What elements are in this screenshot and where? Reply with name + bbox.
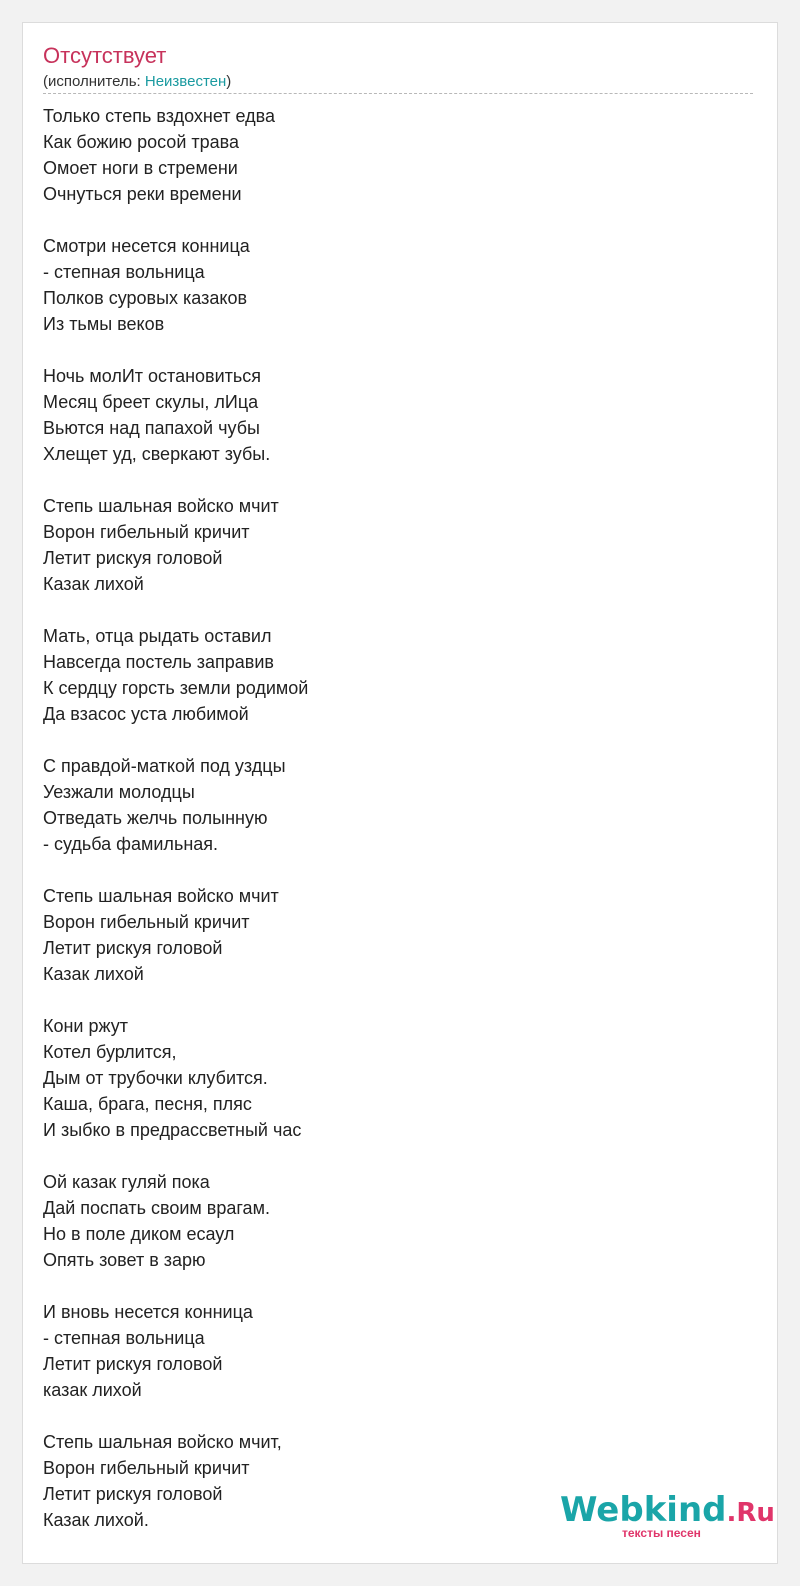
lyric-line: Навсегда постель заправив (43, 652, 274, 672)
lyric-line: Казак лихой. (43, 1510, 149, 1530)
stanza-gap (43, 987, 308, 1013)
lyric-line: Как божию росой трава (43, 132, 240, 152)
lyric-line: Да взасос уста любимой (43, 704, 249, 724)
lyric-line: Очнуться реки времени (43, 184, 242, 204)
lyric-line: Отведать желчь полынную (43, 808, 268, 828)
lyric-line: Летит рискуя головой (43, 938, 223, 958)
lyric-line: И зыбко в предрассветный час (43, 1120, 302, 1140)
lyric-line: Ворон гибельный кричит (43, 912, 250, 932)
lyric-line: Котел бурлится, (43, 1042, 177, 1062)
lyric-line: казак лихой (43, 1380, 142, 1400)
song-card (22, 22, 778, 1564)
logo-main-text: Webkind (560, 1490, 727, 1530)
stanza-gap (43, 597, 308, 623)
lyric-line: - степная вольница (43, 262, 205, 282)
artist-link[interactable]: Неизвестен (144, 73, 227, 90)
song-title: Отсутствует (43, 43, 167, 68)
logo-tagline: тексты песен (622, 1526, 701, 1540)
lyric-line: Уезжали молодцы (43, 782, 195, 802)
lyric-line: Летит рискуя головой (43, 548, 223, 568)
lyric-line: Только степь вздохнет едва (43, 106, 275, 126)
lyric-line: Степь шальная войско мчит (43, 886, 279, 906)
lyric-line: С правдой-маткой под уздцы (43, 756, 286, 776)
lyric-line: Смотри несется конница (43, 236, 250, 256)
lyric-line: Вьются над папахой чубы (43, 418, 260, 438)
lyric-line: Каша, брага, песня, пляс (43, 1094, 252, 1114)
lyric-line: Дым от трубочки клубится. (43, 1068, 268, 1088)
lyric-line: К сердцу горсть земли родимой (43, 678, 309, 698)
artist-prefix: (исполнитель: (43, 73, 145, 90)
lyrics-body (43, 103, 308, 1533)
lyric-line: Опять зовет в зарю (43, 1250, 206, 1270)
lyric-line: Из тьмы веков (43, 314, 165, 334)
logo-tld: .Ru (726, 1498, 775, 1528)
lyric-line: Казак лихой (43, 574, 144, 594)
lyric-line: Омоет ноги в стремени (43, 158, 238, 178)
lyric-line: Степь шальная войско мчит (43, 496, 279, 516)
artist-suffix: ) (226, 73, 232, 90)
stanza-gap (43, 1273, 308, 1299)
stanza-gap (43, 207, 308, 233)
lyric-line: Ворон гибельный кричит (43, 522, 250, 542)
lyric-line: Но в поле диком есаул (43, 1224, 235, 1244)
lyric-line: Летит рискуя головой (43, 1354, 223, 1374)
stanza-gap (43, 727, 308, 753)
lyric-line: Ворон гибельный кричит (43, 1458, 250, 1478)
lyric-line: Хлещет уд, сверкают зубы. (43, 444, 271, 464)
stanza-gap (43, 1143, 308, 1169)
lyric-line: Кони ржут (43, 1016, 128, 1036)
lyric-line: Казак лихой (43, 964, 144, 984)
lyric-line: - степная вольница (43, 1328, 205, 1348)
lyric-line: Дай поспать своим врагам. (43, 1198, 270, 1218)
lyric-line: - судьба фамильная. (43, 834, 219, 854)
stanza-gap (43, 857, 308, 883)
stanza-gap (43, 337, 308, 363)
stanza-gap (43, 467, 308, 493)
artist-line (43, 72, 231, 92)
lyric-line: Месяц бреет скулы, лИца (43, 392, 259, 412)
lyric-line: Мать, отца рыдать оставил (43, 626, 272, 646)
lyric-line: Летит рискуя головой (43, 1484, 223, 1504)
lyric-line: Полков суровых казаков (43, 288, 248, 308)
webkind-logo[interactable] (560, 1490, 775, 1540)
lyric-line: И вновь несется конница (43, 1302, 253, 1322)
lyric-line: Степь шальная войско мчит, (43, 1432, 282, 1452)
header-divider (43, 93, 753, 94)
lyric-line: Ночь молИт остановиться (43, 366, 262, 386)
lyric-line: Ой казак гуляй пока (43, 1172, 210, 1192)
stanza-gap (43, 1403, 308, 1429)
